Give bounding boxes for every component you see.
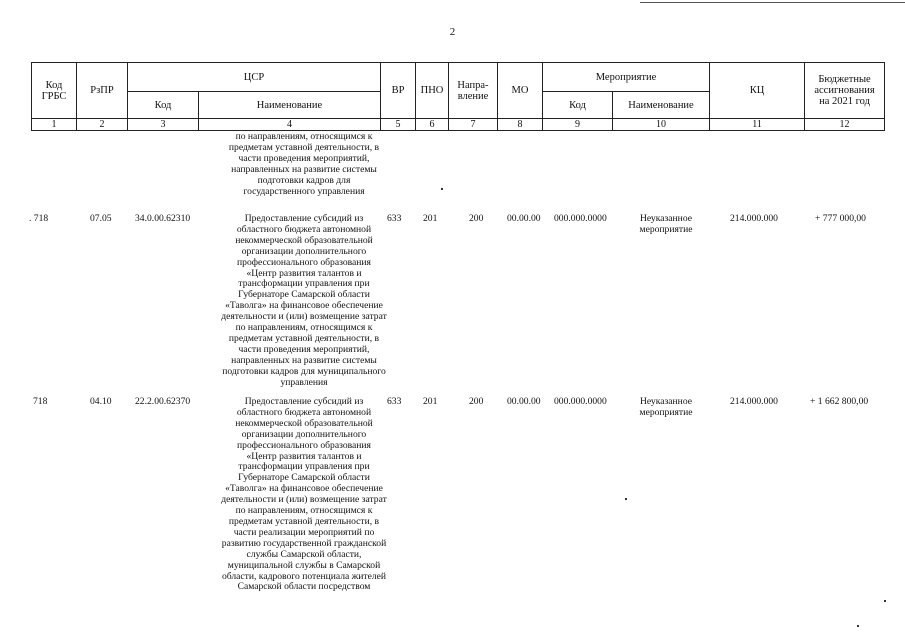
column-number: 11 — [710, 119, 805, 131]
text-line: направленных на развитие системы — [231, 163, 377, 175]
cell-pno: 201 — [423, 213, 438, 224]
cell-kc: 214.000.000 — [730, 396, 778, 407]
text-line: по направлениям, относящимся к — [235, 505, 373, 517]
cell-kc: 214.000.000 — [730, 213, 778, 224]
header-napr-line2: вление — [457, 90, 489, 102]
text-line: Губернаторе Самарской области — [238, 472, 370, 484]
column-number: 6 — [416, 119, 449, 131]
header-pno: ПНО — [416, 63, 449, 119]
column-numbers-row — [32, 119, 885, 131]
page-number: 2 — [449, 26, 456, 38]
scan-speck — [441, 188, 443, 190]
header-csr-kod: Код — [128, 92, 199, 119]
text-line: управления — [280, 376, 328, 388]
text-line: подготовки кадров для муниципального — [222, 365, 386, 377]
text-line: Губернаторе Самарской области — [238, 289, 370, 301]
text-line: деятельности и (или) возмещение затрат — [221, 494, 387, 506]
cell-mo: 00.00.00 — [507, 213, 541, 224]
column-number: 12 — [805, 119, 885, 131]
header-kc: КЦ — [710, 63, 805, 119]
cell-vr: 633 — [387, 213, 402, 224]
cell-vr: 633 — [387, 396, 402, 407]
cell-napr: 200 — [469, 396, 484, 407]
header-csr-name: Наименование — [199, 92, 381, 119]
header-vr: ВР — [381, 63, 416, 119]
text-line: Неуказанное — [639, 396, 692, 407]
cell-rzpr: 04.10 — [90, 396, 112, 407]
text-line: «Таволга» на финансовое обеспечение — [225, 300, 383, 312]
text-line: службы Самарской области, — [246, 548, 362, 560]
header-mo: МО — [498, 63, 543, 119]
scan-speck — [857, 625, 859, 627]
continued-name-cell — [199, 132, 409, 197]
cell-name — [199, 397, 409, 593]
header-kod-grbs: Код ГРБС — [32, 63, 77, 119]
text-line: части проведения мероприятий, — [238, 343, 370, 355]
cell-napr: 200 — [469, 213, 484, 224]
text-line: деятельности и (или) возмещение затрат — [221, 311, 387, 323]
column-number: 9 — [543, 119, 613, 131]
cell-name — [199, 214, 409, 389]
cell-mer-kod: 000.000.0000 — [554, 213, 607, 224]
text-line: Самарской области посредством — [237, 581, 371, 593]
cell-mer-name — [607, 214, 725, 236]
cell-amount: + 777 000,00 — [815, 213, 866, 224]
text-line: Неуказанное — [639, 213, 692, 224]
header-mer-kod: Код — [543, 92, 613, 119]
header-budget-line1: Бюджетные — [818, 74, 871, 85]
column-number: 8 — [498, 119, 543, 131]
text-line: трансформации управления при — [238, 461, 370, 473]
cell-pno: 201 — [423, 396, 438, 407]
cell-mer-name — [607, 397, 725, 419]
text-line: направленных на развитие системы — [231, 354, 377, 366]
text-line: областного бюджета автономной — [236, 223, 372, 235]
text-line: части реализации мероприятий по — [233, 526, 375, 538]
header-csr: ЦСР — [128, 63, 381, 92]
text-line: по направлениям, относящимся к — [235, 322, 373, 334]
cell-rzpr: 07.05 — [90, 213, 112, 224]
text-line: развитию государственной гражданской — [221, 537, 387, 549]
cell-csr: 22.2.00.62370 — [135, 396, 191, 407]
text-line: областного бюджета автономной — [236, 406, 372, 418]
text-line: муниципальной службы в Самарской — [227, 559, 381, 571]
text-line: «Центр развития талантов и — [246, 450, 362, 462]
text-line: «Таволга» на финансовое обеспечение — [225, 483, 383, 495]
text-line: части проведения мероприятий, — [238, 152, 370, 164]
top-rule — [640, 2, 905, 3]
cell-grbs: . 718 — [29, 213, 49, 224]
column-number: 10 — [613, 119, 710, 131]
text-line: организации дополнительного — [241, 428, 367, 440]
column-number: 5 — [381, 119, 416, 131]
cell-csr: 34.0.00.62310 — [135, 213, 191, 224]
text-line: «Центр развития талантов и — [246, 267, 362, 279]
cell-mo: 00.00.00 — [507, 396, 541, 407]
header-napr-line1: Напра- — [457, 79, 489, 91]
cell-amount: + 1 662 800,00 — [810, 396, 869, 407]
text-line: предметам уставной деятельности, в — [228, 332, 380, 344]
column-number: 4 — [199, 119, 381, 131]
text-line: профессионального образования — [237, 256, 371, 268]
header-meropriyatie: Мероприятие — [543, 63, 710, 92]
column-number: 2 — [77, 119, 128, 131]
column-number: 3 — [128, 119, 199, 131]
header-budget-line2: ассигнования — [814, 85, 875, 96]
header-napravlenie — [449, 63, 498, 119]
scan-speck — [625, 498, 627, 500]
text-line: Предоставление субсидий из — [244, 396, 364, 407]
header-budget-line3: на 2021 год — [819, 96, 870, 107]
text-line: Предоставление субсидий из — [244, 213, 364, 224]
text-line: организации дополнительного — [241, 245, 367, 257]
header-budget — [805, 63, 885, 119]
budget-table-header — [31, 62, 885, 131]
text-line: мероприятие — [639, 223, 693, 235]
header-mer-name: Наименование — [613, 92, 710, 119]
text-line: предметам уставной деятельности, в — [228, 141, 380, 153]
text-line: государственного управления — [243, 185, 365, 197]
header-rzpr: РзПР — [77, 63, 128, 119]
text-line: трансформации управления при — [238, 278, 370, 290]
text-line: предметам уставной деятельности, в — [228, 515, 380, 527]
scan-speck — [884, 600, 886, 602]
text-line: профессионального образования — [237, 439, 371, 451]
column-number: 1 — [32, 119, 77, 131]
text-line: области, кадрового потенциала жителей — [221, 570, 387, 582]
text-line: мероприятие — [639, 406, 693, 418]
cell-mer-kod: 000.000.0000 — [554, 396, 607, 407]
text-line: некоммерческой образовательной — [235, 417, 373, 429]
cell-grbs: 718 — [33, 396, 48, 407]
text-line: подготовки кадров для — [257, 174, 351, 186]
text-line: по направлениям, относящимся к — [235, 131, 373, 142]
text-line: некоммерческой образовательной — [235, 234, 373, 246]
column-number: 7 — [449, 119, 498, 131]
